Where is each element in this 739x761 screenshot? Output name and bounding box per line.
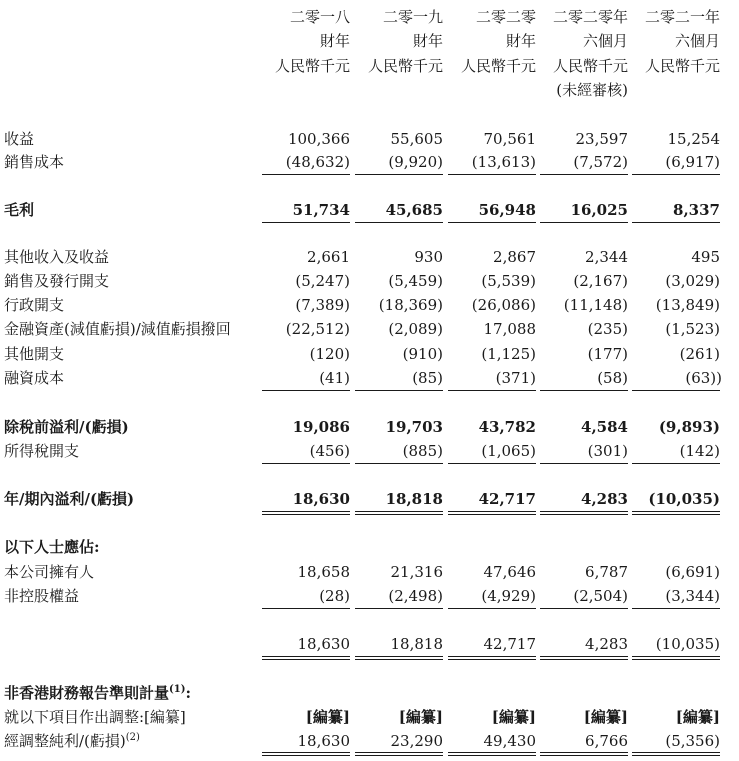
row-label: 除稅前溢利/(虧損) [4, 418, 129, 436]
row-label: 本公司擁有人 [4, 563, 95, 581]
cell-value: (26,086) [471, 296, 536, 314]
footnote-mark: (2) [125, 732, 140, 743]
cell-value: 70,561 [483, 130, 536, 148]
cell-value: 8,337 [673, 201, 720, 219]
cell-value: 495 [691, 248, 720, 266]
cell-value: (120) [309, 345, 350, 363]
row-label: 非控股權益 [4, 587, 80, 605]
cell-value: (18,369) [378, 296, 443, 314]
cell-value: (10,035) [648, 490, 720, 508]
single-underline [540, 463, 628, 464]
column-header-line1: 二零一八 [289, 8, 350, 26]
cell-value: (85) [412, 369, 443, 387]
cell-value: (5,247) [295, 272, 350, 290]
cell-value: 18,630 [297, 635, 350, 653]
section-heading-attributable: 以下人士應佔: [4, 538, 100, 556]
cell-value: 15,254 [667, 130, 720, 148]
column-header-line1: 二零二零 [475, 8, 536, 26]
footnote-mark: (1) [169, 684, 186, 695]
row-label: 其他開支 [4, 345, 65, 363]
cell-value: 18,818 [385, 490, 443, 508]
cell-value: (261) [679, 345, 720, 363]
cell-value: [編纂] [675, 708, 720, 726]
cell-value: (301) [587, 442, 628, 460]
column-header-note: (未經審核) [556, 81, 628, 99]
double-underline [355, 752, 443, 756]
row-label: 銷售成本 [4, 153, 65, 171]
column-header-line2: 財年 [412, 32, 443, 50]
single-underline [355, 608, 443, 609]
cell-value: 55,605 [390, 130, 443, 148]
cell-value: 51,734 [292, 201, 350, 219]
cell-value: 2,867 [493, 248, 536, 266]
row-label: 年/期內溢利/(虧損) [4, 490, 135, 508]
cell-value: (2,089) [388, 320, 443, 338]
single-underline [355, 174, 443, 175]
double-underline [540, 656, 628, 660]
cell-value: (63)) [685, 369, 722, 387]
double-underline [540, 511, 628, 515]
cell-value: 4,584 [581, 418, 628, 436]
cell-value: 18,630 [297, 732, 350, 750]
cell-value: 100,366 [287, 130, 350, 148]
single-underline [540, 390, 628, 391]
column-header-unit: 人民幣千元 [367, 57, 443, 75]
cell-value: (41) [319, 369, 350, 387]
cell-value: 23,597 [575, 130, 628, 148]
column-header-line2: 財年 [505, 32, 536, 50]
cell-value: [編纂] [583, 708, 628, 726]
cell-value: (13,849) [655, 296, 720, 314]
double-underline [632, 511, 720, 515]
cell-value: 49,430 [483, 732, 536, 750]
single-underline [540, 608, 628, 609]
cell-value: 6,766 [585, 732, 628, 750]
cell-value: (28) [319, 587, 350, 605]
column-header-unit: 人民幣千元 [274, 57, 350, 75]
cell-value: (3,029) [665, 272, 720, 290]
cell-value: (885) [402, 442, 443, 460]
cell-value: (1,523) [665, 320, 720, 338]
cell-value: (1,125) [481, 345, 536, 363]
row-label: 融資成本 [4, 369, 65, 387]
cell-value: [編纂] [305, 708, 350, 726]
cell-value: (5,356) [665, 732, 720, 750]
cell-value: (11,148) [563, 296, 628, 314]
cell-value: (4,929) [481, 587, 536, 605]
section-heading-non-hkfrs: 非香港財務報告準則計量$^{(1)}$: [4, 684, 191, 702]
row-label: 毛利 [4, 201, 35, 219]
cell-value: (2,167) [573, 272, 628, 290]
cell-value: (371) [495, 369, 536, 387]
row-label: 金融資產(減值虧損)/減值虧損撥回 [4, 320, 231, 338]
single-underline [632, 222, 720, 223]
cell-value: (177) [587, 345, 628, 363]
cell-value: 4,283 [585, 635, 628, 653]
cell-value: 19,086 [292, 418, 350, 436]
column-header-line2: 六個月 [582, 32, 628, 50]
cell-value: (48,632) [285, 153, 350, 171]
cell-value: (5,459) [388, 272, 443, 290]
cell-value: 45,685 [385, 201, 443, 219]
cell-value: (142) [679, 442, 720, 460]
column-header-line1: 二零一九 [382, 8, 443, 26]
column-header-unit: 人民幣千元 [644, 57, 720, 75]
double-underline [540, 752, 628, 756]
cell-value: (7,389) [295, 296, 350, 314]
cell-value: 42,717 [478, 490, 536, 508]
cell-value: 16,025 [570, 201, 628, 219]
single-underline [632, 174, 720, 175]
double-underline [262, 656, 350, 660]
row-label: 銷售及發行開支 [4, 272, 110, 290]
cell-value: (9,920) [388, 153, 443, 171]
column-header-unit: 人民幣千元 [460, 57, 536, 75]
cell-value: 42,717 [483, 635, 536, 653]
row-label: 就以下項目作出調整:[編纂] [4, 708, 186, 726]
double-underline [448, 511, 536, 515]
cell-value: 18,658 [297, 563, 350, 581]
single-underline [632, 390, 720, 391]
cell-value: (13,613) [471, 153, 536, 171]
single-underline [448, 390, 536, 391]
cell-value: [編纂] [398, 708, 443, 726]
cell-value: (6,691) [665, 563, 720, 581]
cell-value: 18,818 [390, 635, 443, 653]
double-underline [262, 752, 350, 756]
cell-value: 4,283 [581, 490, 628, 508]
cell-value: 930 [414, 248, 443, 266]
cell-value: (2,498) [388, 587, 443, 605]
cell-value: 2,661 [307, 248, 350, 266]
cell-value: (235) [587, 320, 628, 338]
single-underline [355, 390, 443, 391]
cell-value: (910) [402, 345, 443, 363]
single-underline [448, 608, 536, 609]
cell-value: (3,344) [665, 587, 720, 605]
cell-value: 47,646 [483, 563, 536, 581]
cell-value: 17,088 [483, 320, 536, 338]
cell-value: [編纂] [491, 708, 536, 726]
single-underline [262, 463, 350, 464]
single-underline [540, 174, 628, 175]
single-underline [632, 463, 720, 464]
row-label: 其他收入及收益 [4, 248, 110, 266]
cell-value: (58) [597, 369, 628, 387]
single-underline [355, 463, 443, 464]
double-underline [448, 656, 536, 660]
cell-value: (2,504) [573, 587, 628, 605]
cell-value: (456) [309, 442, 350, 460]
cell-value: 18,630 [292, 490, 350, 508]
cell-value: 21,316 [390, 563, 443, 581]
cell-value: 43,782 [478, 418, 536, 436]
cell-value: (22,512) [285, 320, 350, 338]
column-header-line1: 二零二零年 [552, 8, 628, 26]
double-underline [355, 656, 443, 660]
double-underline [448, 752, 536, 756]
cell-value: 23,290 [390, 732, 443, 750]
double-underline [355, 511, 443, 515]
cell-value: (10,035) [655, 635, 720, 653]
cell-value: (6,917) [665, 153, 720, 171]
cell-value: (9,893) [658, 418, 720, 436]
single-underline [540, 222, 628, 223]
single-underline [448, 174, 536, 175]
row-label: 經調整純利/(虧損)$^{(2)}$ [4, 732, 140, 750]
row-label: 行政開支 [4, 296, 65, 314]
double-underline [632, 656, 720, 660]
single-underline [262, 390, 350, 391]
cell-value: (7,572) [573, 153, 628, 171]
column-header-line2: 財年 [319, 32, 350, 50]
column-header-unit: 人民幣千元 [552, 57, 628, 75]
single-underline [448, 222, 536, 223]
row-label: 收益 [4, 130, 35, 148]
row-label: 所得稅開支 [4, 442, 80, 460]
double-underline [262, 511, 350, 515]
cell-value: 56,948 [478, 201, 536, 219]
cell-value: (1,065) [481, 442, 536, 460]
cell-value: 19,703 [385, 418, 443, 436]
cell-value: 2,344 [585, 248, 628, 266]
single-underline [262, 174, 350, 175]
single-underline [262, 608, 350, 609]
column-header-line2: 六個月 [674, 32, 720, 50]
single-underline [448, 463, 536, 464]
cell-value: 6,787 [585, 563, 628, 581]
cell-value: (5,539) [481, 272, 536, 290]
single-underline [262, 222, 350, 223]
single-underline [632, 608, 720, 609]
column-header-line1: 二零二一年 [644, 8, 720, 26]
single-underline [355, 222, 443, 223]
double-underline [632, 752, 720, 756]
